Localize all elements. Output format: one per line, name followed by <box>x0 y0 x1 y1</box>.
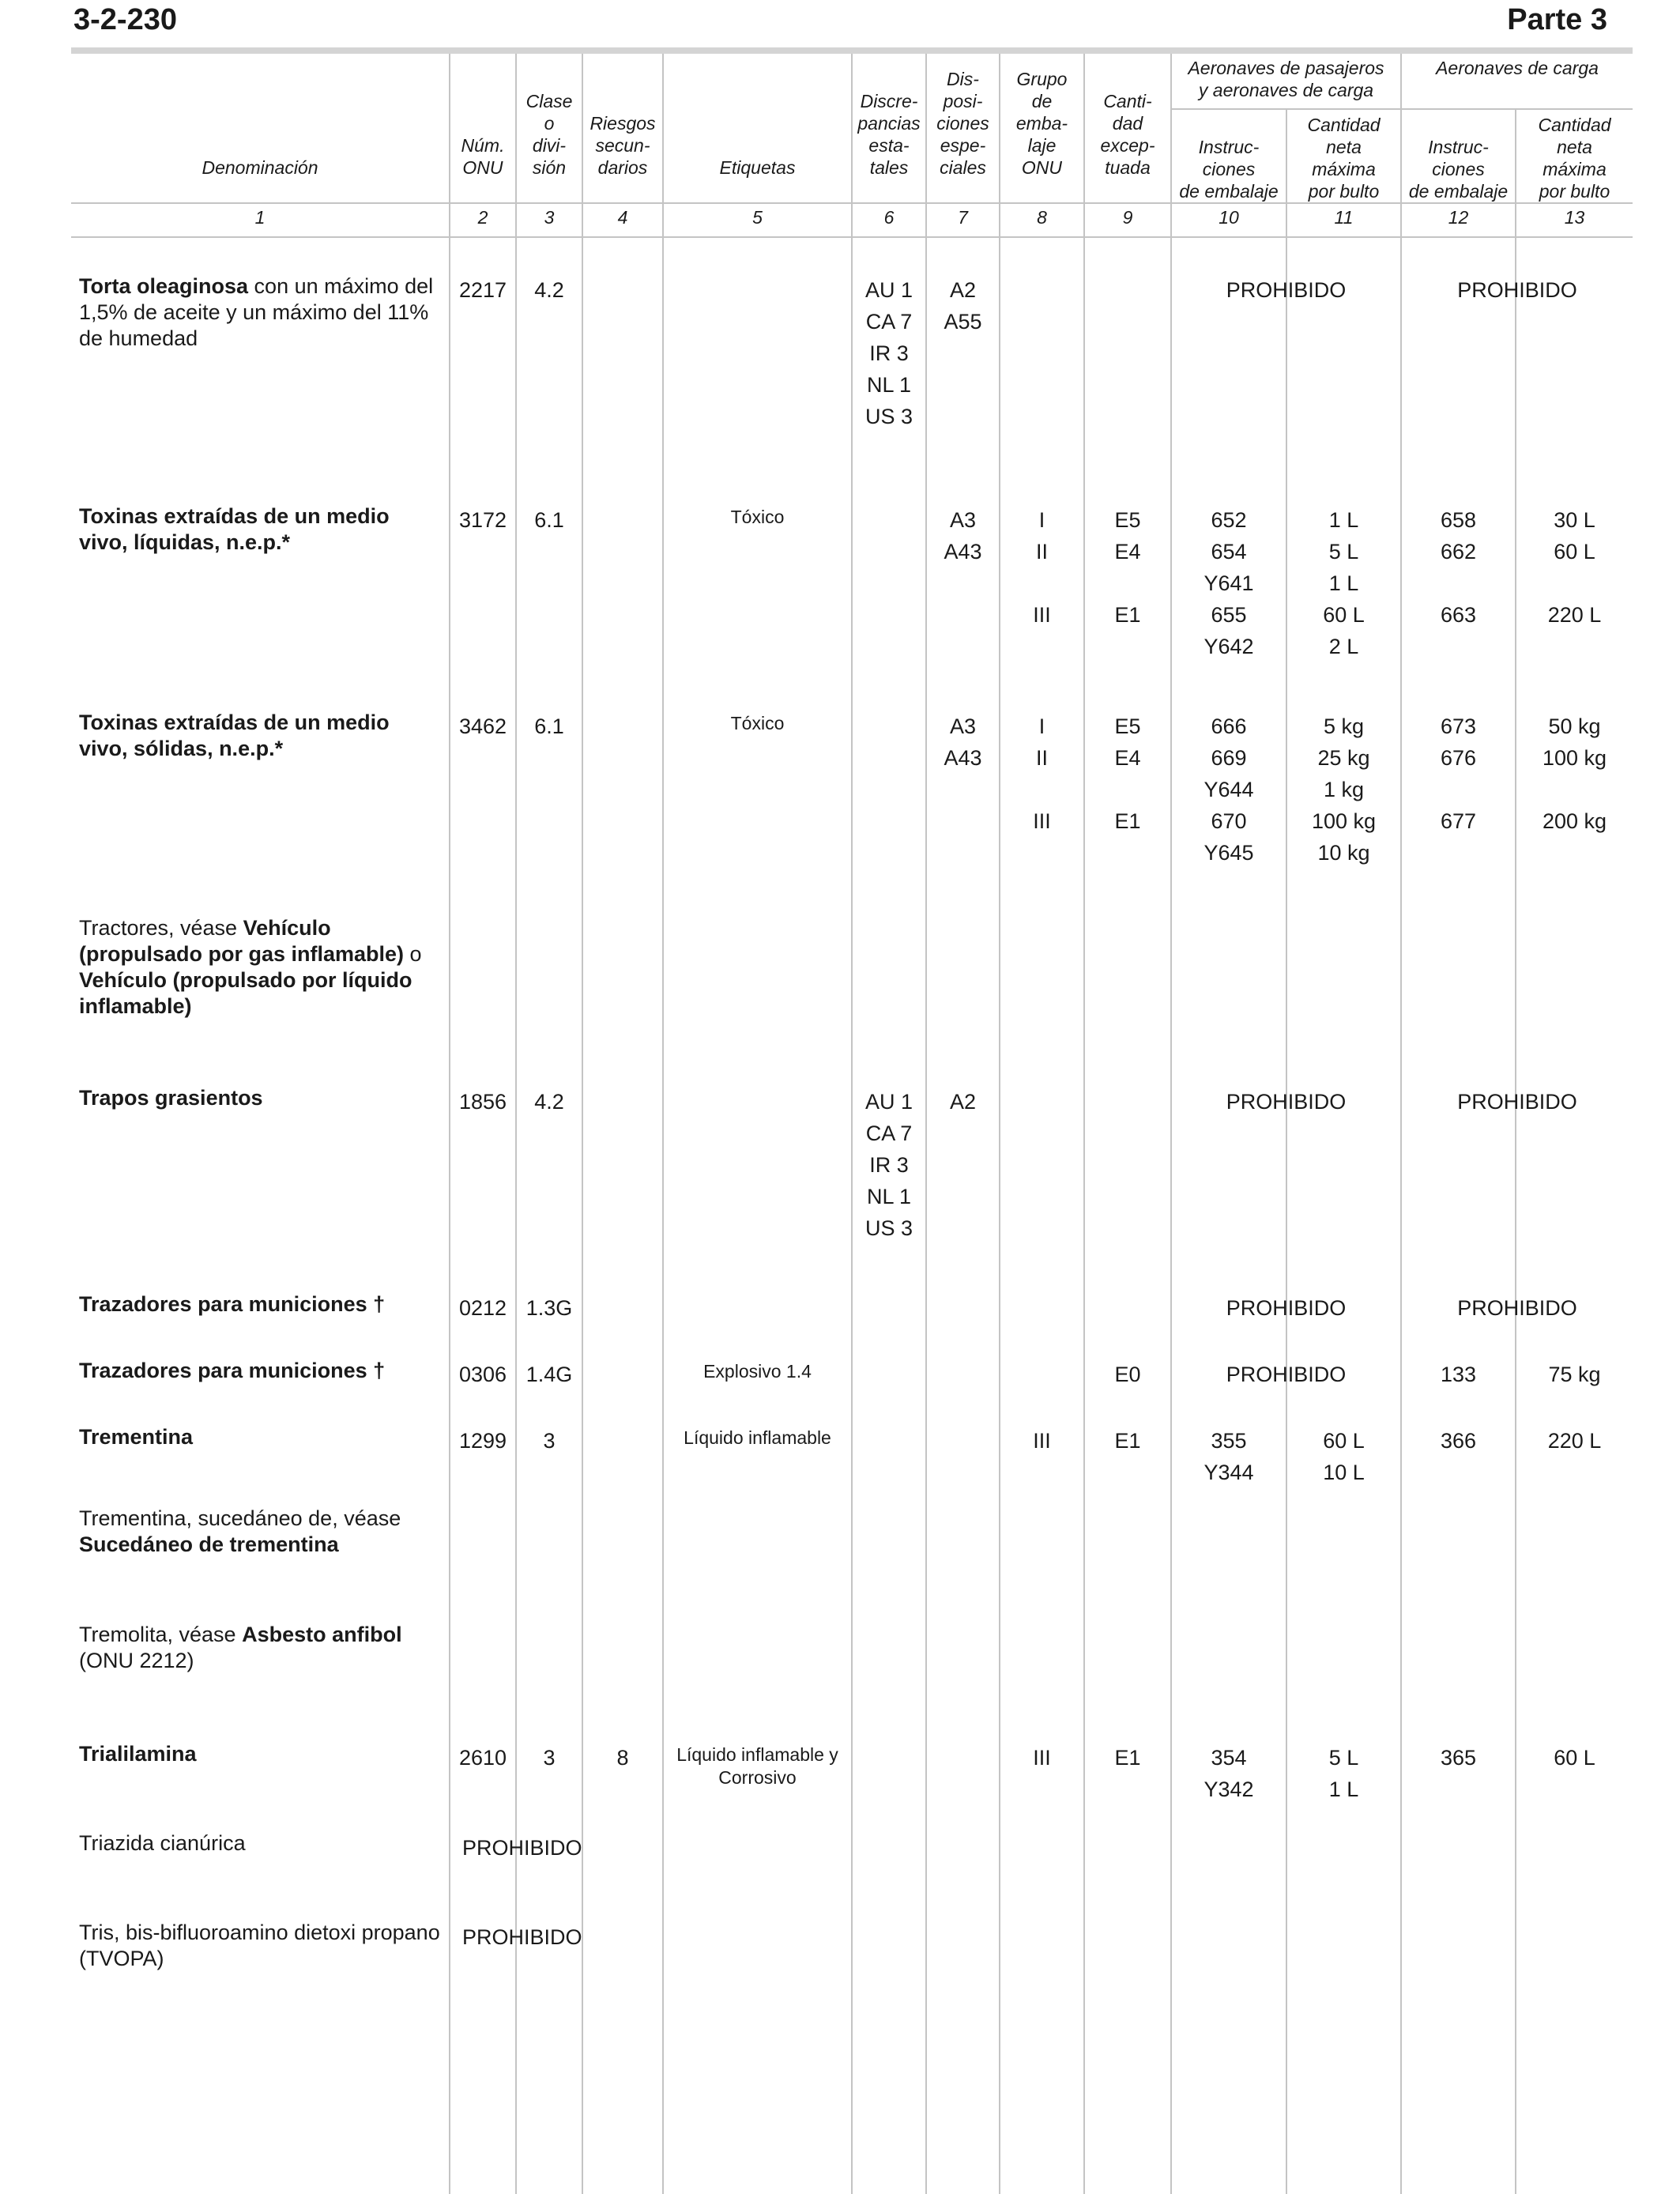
row-name: Tris, bis-bifluoroamino dietoxi propano (TVOPA) <box>79 1921 440 1970</box>
col-clase: Clase o divi- sión <box>525 91 573 178</box>
col-instrucciones-carga: Instruc- ciones de embalaje <box>1408 137 1509 202</box>
class: 4.2 <box>534 1090 564 1114</box>
col-number: 6 <box>883 207 895 228</box>
label: Líquido inflamable y Corrosivo <box>676 1744 838 1788</box>
packing-instruction-cargo: 133 <box>1440 1363 1477 1386</box>
special-provisions: A2 <box>949 1090 977 1114</box>
col-divider <box>1170 54 1172 2194</box>
col-divider <box>449 54 450 2194</box>
max-quantity-cargo: 220 L <box>1547 1429 1602 1453</box>
packing-instruction-pas: 666 669 Y644 670 Y645 <box>1203 714 1254 865</box>
special-provisions: A3 A43 <box>944 508 982 564</box>
packing-group: III <box>1033 1746 1051 1770</box>
max-quantity-pas: 5 kg 25 kg 1 kg 100 kg 10 kg <box>1311 714 1377 865</box>
row-name: Toxinas extraídas de un medio vivo, líquidas, n.e.p.* <box>79 504 390 554</box>
page-number: 3-2-230 <box>73 3 177 36</box>
prohibited: PROHIBIDO <box>462 1836 582 1860</box>
row-name: Trialilamina <box>79 1742 197 1766</box>
col-number: 10 <box>1219 207 1239 228</box>
packing-group: I II III <box>1033 714 1051 833</box>
col-divider <box>515 54 517 2194</box>
col-group-carga: Aeronaves de carga <box>1436 58 1599 78</box>
packing-instruction-pas: 652 654 Y641 655 Y642 <box>1203 508 1254 658</box>
onu-number: 2217 <box>458 278 507 302</box>
class: 1.3G <box>525 1296 573 1320</box>
cargo-prohibited: PROHIBIDO <box>1457 1296 1577 1320</box>
class: 3 <box>543 1746 556 1770</box>
col-divider <box>925 54 927 2194</box>
col-number: 9 <box>1122 207 1133 228</box>
col-grupo: Grupo de emba- laje ONU <box>1015 69 1068 178</box>
col-number: 2 <box>477 207 488 228</box>
prohibited: PROHIBIDO <box>462 1925 582 1949</box>
excepted-quantity: E0 <box>1114 1363 1141 1386</box>
row-name: Toxinas extraídas de un medio vivo, sólidas, n.e.p.* <box>79 711 390 760</box>
row-name: Trementina, sucedáneo de, véase Sucedáneo de trementina <box>79 1506 401 1556</box>
cargo-prohibited: PROHIBIDO <box>1457 1090 1577 1114</box>
max-quantity-cargo: 60 L <box>1554 1746 1595 1770</box>
row-name: Torta oleaginosa con un máximo del 1,5% de aceite y un máximo del 11% de humedad <box>79 274 434 350</box>
row-name: Triazida cianúrica <box>79 1831 246 1855</box>
packing-instruction-cargo: 366 <box>1440 1429 1477 1453</box>
max-quantity-pas: 1 L 5 L 1 L 60 L 2 L <box>1323 508 1365 658</box>
passenger-prohibited: PROHIBIDO <box>1226 1296 1347 1320</box>
max-quantity-pas: 60 L 10 L <box>1323 1429 1365 1484</box>
col-divider <box>1083 54 1085 2194</box>
row-name: Tractores, véase Vehículo (propulsado por gas inflamable) o Vehículo (propulsado por líquido inflamable) <box>79 916 422 1018</box>
col-group-pasajeros: Aeronaves de pasajeros y aeronaves de carga <box>1188 58 1384 100</box>
max-quantity-cargo: 75 kg <box>1548 1363 1601 1386</box>
col-denominacion: Denominación <box>202 157 318 178</box>
col-number: 3 <box>544 207 555 228</box>
class: 4.2 <box>534 278 564 302</box>
subheader-rule <box>1170 108 1633 110</box>
packing-group: I II III <box>1033 508 1051 627</box>
col-disposiciones: Dis- posi- ciones espe- ciales <box>936 69 989 178</box>
onu-number: 0212 <box>458 1296 507 1320</box>
col-number: 11 <box>1334 207 1354 228</box>
special-provisions: A3 A43 <box>944 714 982 770</box>
col-number: 12 <box>1448 207 1469 228</box>
col-number: 4 <box>617 207 628 228</box>
header-rule <box>71 202 1633 204</box>
row-name: Trazadores para municiones † <box>79 1292 386 1316</box>
label: Explosivo 1.4 <box>703 1361 812 1382</box>
col-cantidad-exceptuada: Canti- dad excep- tuada <box>1100 91 1155 178</box>
passenger-prohibited: PROHIBIDO <box>1226 1363 1347 1386</box>
class: 6.1 <box>534 714 564 738</box>
excepted-quantity: E5 E4 E1 <box>1114 508 1141 627</box>
excepted-quantity: E1 <box>1114 1429 1141 1453</box>
row-name: Trazadores para municiones † <box>79 1359 386 1382</box>
max-quantity-cargo: 30 L 60 L 220 L <box>1547 508 1602 627</box>
packing-instruction-cargo: 658 662 663 <box>1440 508 1477 627</box>
onu-number: 2610 <box>458 1746 507 1770</box>
col-number: 8 <box>1037 207 1047 228</box>
col-discrepancias: Discre- pancias esta- tales <box>857 91 921 178</box>
passenger-prohibited: PROHIBIDO <box>1226 1090 1347 1114</box>
class: 3 <box>543 1429 556 1453</box>
col-riesgos: Riesgos secun- darios <box>590 113 656 178</box>
row-name: Trapos grasientos <box>79 1086 263 1110</box>
col-number: 1 <box>254 207 266 228</box>
col-divider <box>1286 109 1287 2194</box>
cargo-prohibited: PROHIBIDO <box>1457 278 1577 302</box>
col-divider <box>1400 54 1402 2194</box>
col-divider <box>662 54 664 2194</box>
state-variations: AU 1 CA 7 IR 3 NL 1 US 3 <box>864 1090 913 1240</box>
onu-number: 3172 <box>458 508 507 532</box>
class: 1.4G <box>525 1363 573 1386</box>
packing-instruction-cargo: 673 676 677 <box>1440 714 1477 833</box>
max-quantity-pas: 5 L 1 L <box>1328 1746 1359 1801</box>
col-cantidad-carga: Cantidad neta máxima por bulto <box>1538 115 1611 202</box>
col-divider <box>1515 109 1516 2194</box>
col-cantidad-pas: Cantidad neta máxima por bulto <box>1307 115 1381 202</box>
packing-instruction-pas: 355 Y344 <box>1203 1429 1254 1484</box>
col-divider <box>999 54 1000 2194</box>
packing-instruction-pas: 354 Y342 <box>1203 1746 1254 1801</box>
part-label: Parte 3 <box>1507 3 1607 36</box>
row-name: Trementina <box>79 1425 194 1449</box>
excepted-quantity: E5 E4 E1 <box>1114 714 1141 833</box>
col-number: 7 <box>958 207 968 228</box>
passenger-prohibited: PROHIBIDO <box>1226 278 1347 302</box>
packing-instruction-cargo: 365 <box>1440 1746 1477 1770</box>
col-number: 13 <box>1564 207 1585 228</box>
onu-number: 3462 <box>458 714 507 738</box>
label: Líquido inflamable <box>684 1427 831 1448</box>
number-rule <box>71 236 1633 238</box>
label: Tóxico <box>730 507 785 527</box>
onu-number: 1299 <box>458 1429 507 1453</box>
label: Tóxico <box>730 713 785 733</box>
excepted-quantity: E1 <box>1114 1746 1141 1770</box>
state-variations: AU 1 CA 7 IR 3 NL 1 US 3 <box>864 278 913 428</box>
col-number: 5 <box>752 207 763 228</box>
class: 6.1 <box>534 508 564 532</box>
secondary-risk: 8 <box>616 1746 629 1770</box>
col-instrucciones-pas: Instruc- ciones de embalaje <box>1179 137 1279 202</box>
packing-group: III <box>1033 1429 1051 1453</box>
row-name: Tremolita, véase Asbesto anfibol (ONU 2212) <box>79 1623 402 1672</box>
onu-number: 0306 <box>458 1363 507 1386</box>
special-provisions: A2 A55 <box>944 278 982 334</box>
col-num-onu: Núm. ONU <box>461 135 505 178</box>
col-etiquetas: Etiquetas <box>719 157 796 178</box>
max-quantity-cargo: 50 kg 100 kg 200 kg <box>1542 714 1607 833</box>
onu-number: 1856 <box>458 1090 507 1114</box>
col-divider <box>582 54 583 2194</box>
